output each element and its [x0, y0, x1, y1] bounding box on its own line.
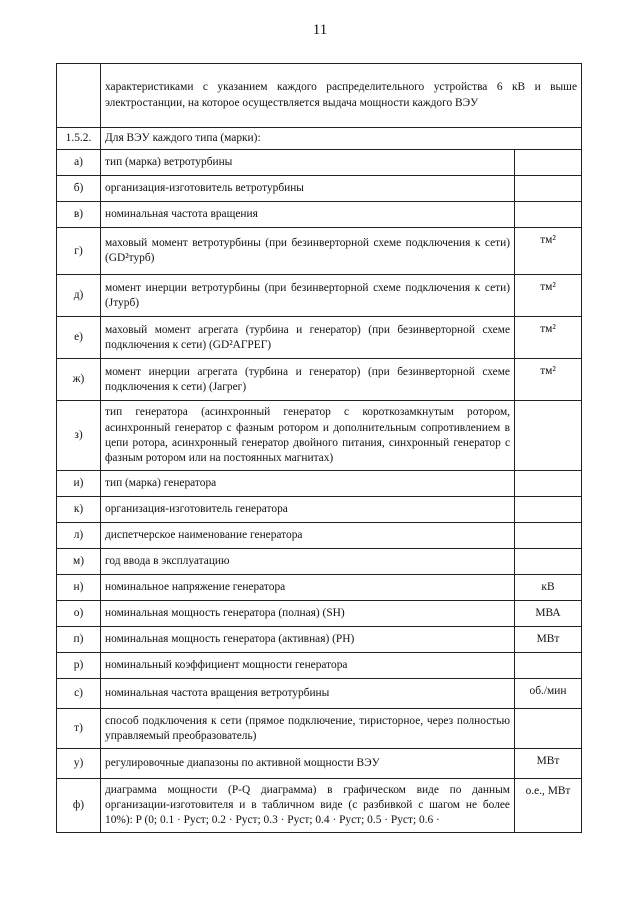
item-description: момент инерции ветротурбины (при безинверторной схеме подключения к сети) (Jтурб): [101, 275, 515, 317]
table-row: [57, 709, 582, 749]
item-description: номинальная мощность генератора (полная) (SH): [101, 601, 515, 627]
item-unit: [515, 497, 582, 523]
table-row: [57, 627, 582, 653]
item-unit: об./мин: [515, 679, 582, 709]
item-letter: м): [57, 549, 101, 575]
item-letter: о): [57, 601, 101, 627]
item-letter: и): [57, 471, 101, 497]
item-unit: [515, 523, 582, 549]
item-description: номинальная частота вращения ветротурбины: [101, 679, 515, 709]
table-row: [57, 202, 582, 228]
item-letter: ф): [57, 779, 101, 833]
table-row: [57, 779, 582, 833]
table-row: [57, 653, 582, 679]
table-row: [57, 359, 582, 401]
item-description: тип (марка) ветротурбины: [101, 150, 515, 176]
item-description: номинальное напряжение генератора: [101, 575, 515, 601]
table-row: [57, 150, 582, 176]
section-number: 1.5.2.: [57, 128, 101, 150]
item-unit: тм²: [515, 228, 582, 275]
table-row: [57, 575, 582, 601]
item-letter: з): [57, 401, 101, 471]
item-letter: л): [57, 523, 101, 549]
item-description: способ подключения к сети (прямое подключение, тиристорное, через полностью управляемый преобразователь): [101, 709, 515, 749]
item-description: организация-изготовитель ветротурбины: [101, 176, 515, 202]
section-title: Для ВЭУ каждого типа (марки):: [101, 128, 582, 150]
item-unit: [515, 150, 582, 176]
item-letter: в): [57, 202, 101, 228]
page-number: 11: [312, 22, 328, 38]
item-description: номинальная частота вращения: [101, 202, 515, 228]
item-description: маховый момент агрегата (турбина и генератор) (при безинверторной схеме подключения к сети) (GD²АГРЕГ): [101, 317, 515, 359]
item-letter: с): [57, 679, 101, 709]
table-row-continuation: [57, 64, 582, 128]
item-unit: о.е., МВт: [515, 779, 582, 833]
table-row-section: [57, 128, 582, 150]
table-row: [57, 549, 582, 575]
item-description: год ввода в эксплуатацию: [101, 549, 515, 575]
item-unit: МВт: [515, 627, 582, 653]
continuation-text: характеристиками с указанием каждого распределительного устройства 6 кВ и выше электростанции, на которое осуществляется выдача мощности каждого ВЭУ: [101, 64, 582, 128]
table-row: [57, 749, 582, 779]
table-row: [57, 401, 582, 471]
item-letter: н): [57, 575, 101, 601]
item-unit: [515, 401, 582, 471]
item-letter: к): [57, 497, 101, 523]
table-row: [57, 601, 582, 627]
table-row: [57, 679, 582, 709]
item-unit: МВт: [515, 749, 582, 779]
table-row: [57, 317, 582, 359]
item-letter: д): [57, 275, 101, 317]
item-description: тип (марка) генератора: [101, 471, 515, 497]
item-description: организация-изготовитель генератора: [101, 497, 515, 523]
item-description: диспетчерское наименование генератора: [101, 523, 515, 549]
item-letter: т): [57, 709, 101, 749]
item-unit: [515, 549, 582, 575]
item-letter: ж): [57, 359, 101, 401]
table-row: [57, 228, 582, 275]
item-description: номинальная мощность генератора (активная) (PH): [101, 627, 515, 653]
item-description: номинальный коэффициент мощности генератора: [101, 653, 515, 679]
table-row: [57, 523, 582, 549]
item-letter: р): [57, 653, 101, 679]
item-unit: [515, 653, 582, 679]
table-row: [57, 176, 582, 202]
item-unit: тм²: [515, 275, 582, 317]
item-number: [57, 64, 101, 128]
item-unit: тм²: [515, 317, 582, 359]
table-row: [57, 471, 582, 497]
item-description: тип генератора (асинхронный генератор с короткозамкнутым ротором, асинхронный генератор с фазным ротором и дополнительным сопротивлением в цепи ротора, асинхронный генератор двойного питания, синхронный генератор с фазным ротором или на постоянных магнитах): [101, 401, 515, 471]
item-letter: а): [57, 150, 101, 176]
items-list: [57, 150, 582, 833]
table-row: [57, 497, 582, 523]
item-description: регулировочные диапазоны по активной мощности ВЭУ: [101, 749, 515, 779]
item-description: момент инерции агрегата (турбина и генератор) (при безинверторной схеме подключения к сети) (Jагрег): [101, 359, 515, 401]
requirements-table: [56, 63, 582, 833]
item-letter: е): [57, 317, 101, 359]
item-unit: МВА: [515, 601, 582, 627]
item-unit: [515, 471, 582, 497]
item-unit: [515, 176, 582, 202]
item-letter: г): [57, 228, 101, 275]
item-unit: тм²: [515, 359, 582, 401]
item-unit: кВ: [515, 575, 582, 601]
item-description: диаграмма мощности (P-Q диаграмма) в графическом виде по данным организации-изготовителя и в табличном виде (с разбивкой с шагом не более 10%): P (0; 0.1 · Руст; 0.2 · Руст; 0.3 · Руст; 0.4 · Руст; 0.5 · Руст; 0.6 ·: [101, 779, 515, 833]
item-letter: б): [57, 176, 101, 202]
item-letter: у): [57, 749, 101, 779]
item-unit: [515, 202, 582, 228]
table-row: [57, 275, 582, 317]
item-unit: [515, 709, 582, 749]
item-description: маховый момент ветротурбины (при безинверторной схеме подключения к сети) (GD²турб): [101, 228, 515, 275]
item-letter: п): [57, 627, 101, 653]
